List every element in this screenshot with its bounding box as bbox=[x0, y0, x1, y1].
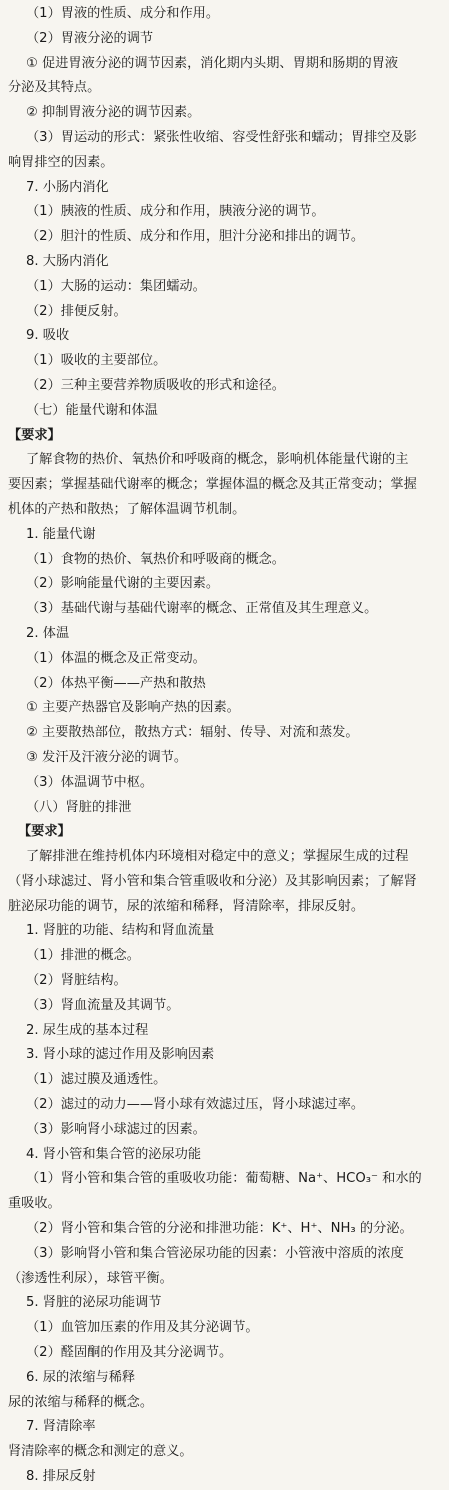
text-line: 脏泌尿功能的调节，尿的浓缩和稀释，肾清除率，排尿反射。 bbox=[8, 898, 365, 914]
text-line: 肾清除率的概念和测定的意义。 bbox=[8, 1444, 193, 1460]
text-line: 9. 吸收 bbox=[26, 328, 70, 344]
text-line: （2）醛固酮的作用及其分泌调节。 bbox=[26, 1345, 233, 1361]
text-line: （1）血管加压素的作用及其分泌调节。 bbox=[26, 1320, 259, 1336]
text-line: （3）影响肾小球滤过的因素。 bbox=[26, 1121, 206, 1137]
text-line: 了解排泄在维持机体内环境相对稳定中的意义；掌握尿生成的过程 bbox=[26, 849, 409, 865]
text-line: （八）肾脏的排泄 bbox=[26, 799, 132, 815]
text-line: 机体的产热和散热；了解体温调节机制。 bbox=[8, 501, 246, 517]
text-line: （渗透性利尿），球管平衡。 bbox=[8, 1270, 173, 1286]
text-line: 2. 尿生成的基本过程 bbox=[26, 1022, 149, 1038]
text-line: 4. 肾小管和集合管的泌尿功能 bbox=[26, 1146, 202, 1162]
text-line: 1. 能量代谢 bbox=[26, 526, 96, 542]
text-line: （1）胰液的性质、成分和作用，胰液分泌的调节。 bbox=[26, 204, 325, 220]
text-line: 1. 肾脏的功能、结构和肾血流量 bbox=[26, 923, 215, 939]
text-line: （2）三种主要营养物质吸收的形式和途径。 bbox=[26, 377, 285, 393]
text-line: 分泌及其特点。 bbox=[8, 80, 101, 96]
text-line: （2）肾小管和集合管的分泌和排泄功能：K⁺、H⁺、NH₃ 的分泌。 bbox=[26, 1221, 413, 1237]
text-line: 【要求】 bbox=[18, 824, 71, 840]
text-line: （1）体温的概念及正常变动。 bbox=[26, 650, 206, 666]
text-line: 【要求】 bbox=[8, 427, 61, 443]
text-line: 7. 肾清除率 bbox=[26, 1419, 96, 1435]
text-line: ② 主要散热部位，散热方式：辐射、传导、对流和蒸发。 bbox=[26, 725, 359, 741]
text-line: （肾小球滤过、肾小管和集合管重吸收和分泌）及其影响因素；了解肾 bbox=[8, 873, 417, 889]
text-line: （1）排泄的概念。 bbox=[26, 948, 140, 964]
text-line: 7. 小肠内消化 bbox=[26, 179, 109, 195]
text-line: 了解食物的热价、氧热价和呼吸商的概念，影响机体能量代谢的主 bbox=[26, 452, 409, 468]
text-line: （1）大肠的运动：集团蠕动。 bbox=[26, 278, 206, 294]
text-line: ① 主要产热器官及影响产热的因素。 bbox=[26, 700, 240, 716]
text-line: 2. 体温 bbox=[26, 625, 70, 641]
text-line: （1）滤过膜及通透性。 bbox=[26, 1072, 167, 1088]
text-line: 3. 肾小球的滤过作用及影响因素 bbox=[26, 1047, 215, 1063]
text-line: （1）食物的热价、氧热价和呼吸商的概念。 bbox=[26, 551, 285, 567]
text-line: 重吸收。 bbox=[8, 1196, 61, 1212]
text-line: （1）胃液的性质、成分和作用。 bbox=[26, 6, 220, 21]
text-line: （3）体温调节中枢。 bbox=[26, 774, 154, 790]
text-line: （1）肾小管和集合管的重吸收功能：葡萄糖、Na⁺、HCO₃⁻ 和水的 bbox=[26, 1171, 422, 1187]
text-line: （1）吸收的主要部位。 bbox=[26, 353, 167, 369]
text-line: 要因素；掌握基础代谢率的概念；掌握体温的概念及其正常变动；掌握 bbox=[8, 477, 417, 493]
text-line: 6. 尿的浓缩与稀释 bbox=[26, 1369, 136, 1385]
text-line: ② 抑制胃液分泌的调节因素。 bbox=[26, 105, 201, 121]
text-line: （2）胆汁的性质、成分和作用，胆汁分泌和排出的调节。 bbox=[26, 229, 365, 245]
text-line: （3）肾血流量及其调节。 bbox=[26, 997, 180, 1013]
text-line: （3）胃运动的形式：紧张性收缩、容受性舒张和蠕动；胃排空及影 bbox=[26, 129, 417, 145]
text-line: 8. 大肠内消化 bbox=[26, 253, 109, 269]
text-line: （七）能量代谢和体温 bbox=[26, 402, 158, 418]
text-line: （3）基础代谢与基础代谢率的概念、正常值及其生理意义。 bbox=[26, 601, 378, 617]
text-line: 尿的浓缩与稀释的概念。 bbox=[8, 1394, 154, 1410]
text-line: （2）体热平衡——产热和散热 bbox=[26, 675, 206, 691]
text-line: （2）排便反射。 bbox=[26, 303, 127, 319]
text-line: ③ 发汗及汗液分泌的调节。 bbox=[26, 749, 188, 765]
text-line: 响胃排空的因素。 bbox=[8, 154, 114, 170]
text-line: ① 促进胃液分泌的调节因素，消化期内头期、胃期和肠期的胃液 bbox=[26, 55, 399, 71]
text-line: 5. 肾脏的泌尿功能调节 bbox=[26, 1295, 162, 1311]
text-line: （2）滤过的动力——肾小球有效滤过压，肾小球滤过率。 bbox=[26, 1097, 365, 1113]
text-line: （2）胃液分泌的调节 bbox=[26, 30, 154, 46]
text-line: （3）影响肾小管和集合管泌尿功能的因素：小管液中溶质的浓度 bbox=[26, 1245, 404, 1261]
text-line: 8. 排尿反射 bbox=[26, 1469, 96, 1485]
text-line: （2）影响能量代谢的主要因素。 bbox=[26, 576, 220, 592]
text-line: （2）肾脏结构。 bbox=[26, 973, 127, 989]
